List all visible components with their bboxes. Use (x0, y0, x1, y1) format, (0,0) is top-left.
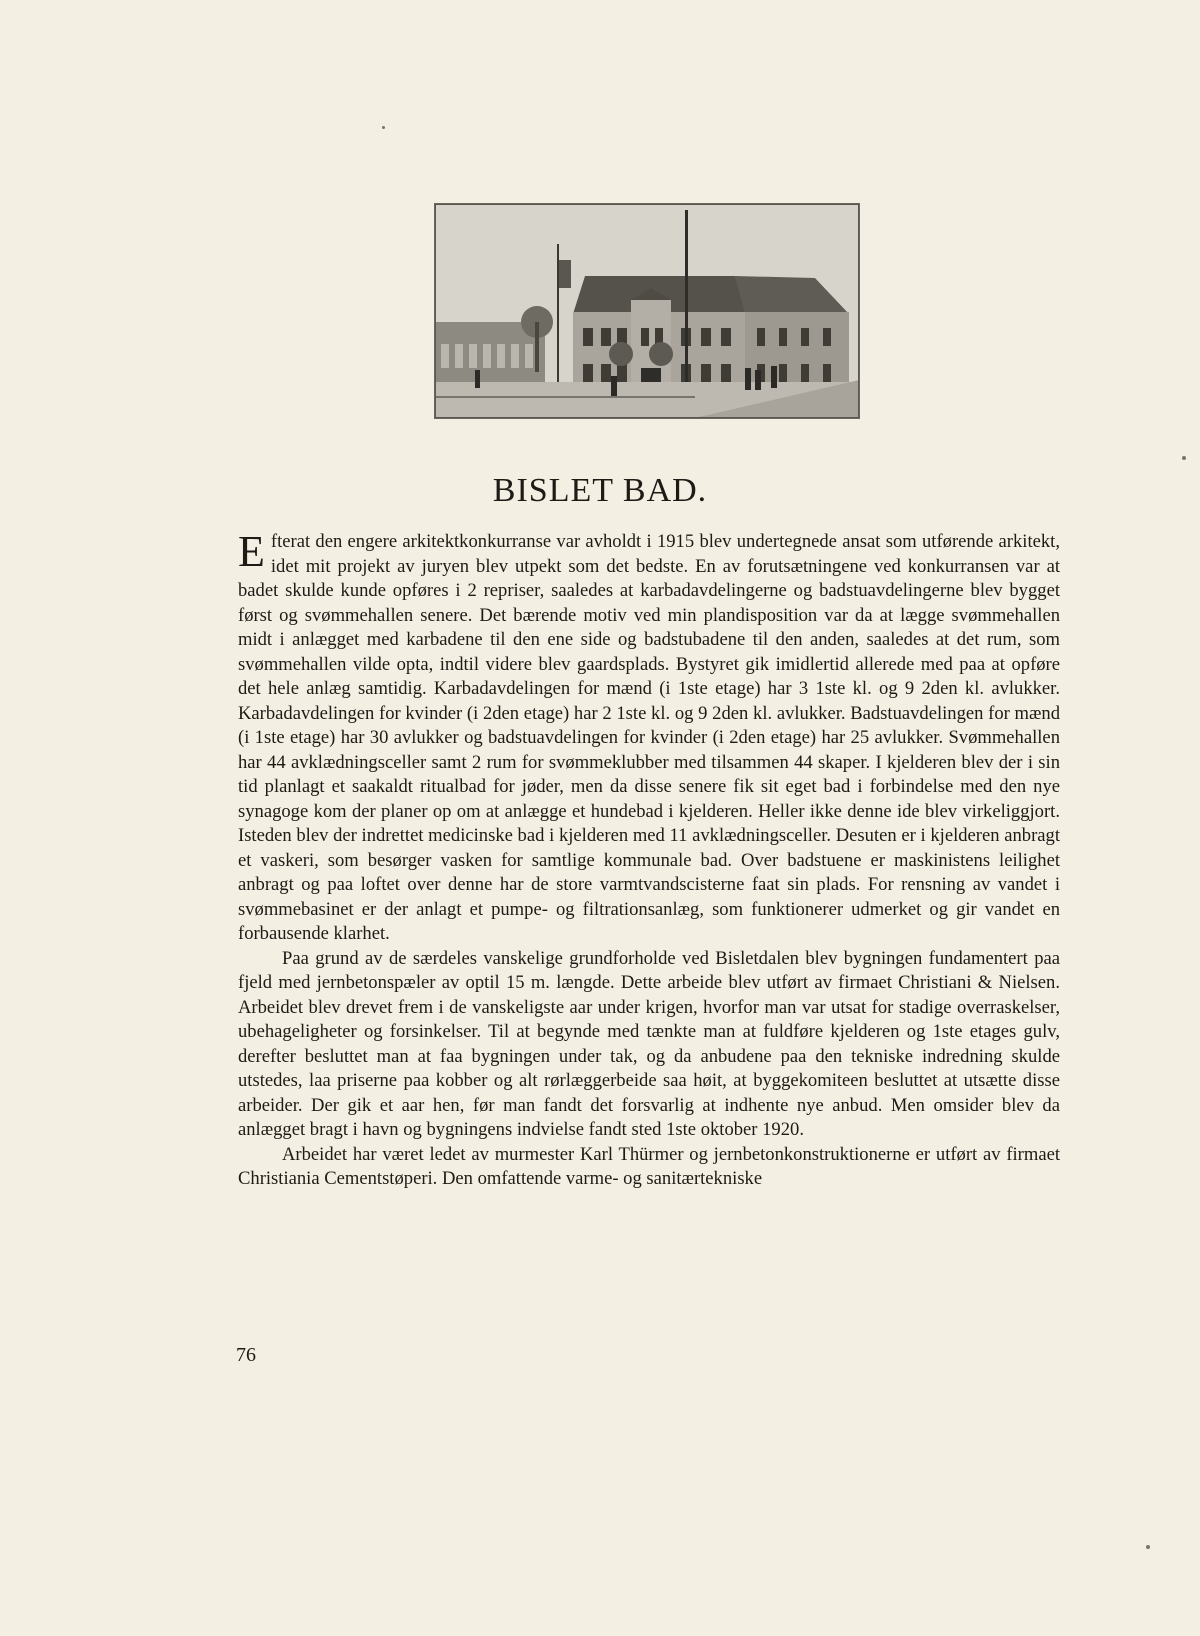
paragraph-1 (238, 527, 1060, 947)
drop-cap: E (238, 527, 265, 576)
paper-speck (1146, 1545, 1150, 1549)
paragraph-1-text: fterat den engere arkitektkonkurranse var avholdt i 1915 blev undertegnede ansat som utførende arkitekt, idet mit projekt av juryen blev utpekt som det bedste. En av forutsætningene ved konkurransen var at badet skulde kunde opføres i 2 repriser, saaledes at karbadavdelingerne og badstuavdelingerne blev bygget først og svømmehallen senere. Det bærende motiv ved min plandisposition var da at lægge svømmehallen midt i anlægget med karbadene til den ene side og badstubadene til den anden, saaledes at det rum, som svømmehallen vilde opta, indtil videre blev gaardsplads. Bystyret gik imidlertid allerede med paa at opføre det hele anlæg samtidig. Karbadavdelingen for mænd (i 1ste etage) har 3 1ste kl. og 9 2den kl. avlukker. Karbadavdelingen for kvinder (i 2den etage) har 2 1ste kl. og 9 2den kl. avlukker. Badstuavdelingen for mænd (i 1ste etage) har 30 avlukker og badstuavdelingen for kvinder (i 2den etage) har 25 avlukker. Svømmehallen har 44 avklædningsceller samt 2 rum for svømmeklubber med tilsammen 44 skaper. I kjelderen blev der i sin tid planlagt et saakaldt ritualbad for jøder, men da disse senere fik sit eget bad i forbindelse med den nye synagoge kom der planer op om at anlægge et hundebad i kjelderen. Heller ikke denne ide blev virkeliggjort. Isteden blev der indrettet medicinske bad i kjelderen med 11 avklædningsceller. Desuten er i kjelderen anbragt et vaskeri, som besørger vasken for samtlige kommunale bad. Over badstuene er maskinistens leilighet anbragt og paa loftet over denne har de store varmtvandscisterne faat sin plads. For rensning av vandet i svømmebasinet er der anlagt et pumpe- og filtrationsanlæg, som funktionerer udmerket og gir vandet en forbausende klarhet. (238, 531, 1060, 944)
paper-speck (1182, 456, 1186, 460)
page-title: BISLET BAD. (492, 472, 708, 509)
paragraph-3: Arbeidet har været ledet av murmester Karl Thürmer og jernbetonkonstruktionerne er utført av firmaet Christiania Cementstøperi. Den omfattende varme- og sanitærtekniske (238, 1143, 1060, 1189)
article-body (238, 527, 1060, 1192)
photo-illustration (435, 204, 859, 418)
paper-speck (382, 126, 385, 129)
building-photograph (434, 203, 860, 419)
page-number: 76 (236, 1344, 256, 1366)
paragraph-2: Paa grund av de særdeles vanskelige grundforholde ved Bisletdalen blev bygningen fundamentert paa fjeld med jernbetonspæler av optil 15 m. længde. Dette arbeide blev utført av firmaet Christiani & Nielsen. Arbeidet blev drevet frem i de vanskeligste aar under krigen, hvorfor man var utsat for stadige overraskelser, ubehageligheter og forsinkelser. Til at begynde med tænkte man at fuldføre kjelderen og 1ste etages gulv, derefter besluttet man at faa bygningen under tak, og da anbudene paa den tekniske indredning skulde utstedes, laa priserne paa kobber og alt rørlæggerbeide saa høit, at byggekomiteen besluttet at utsætte disse arbeider. Der gik et aar hen, før man fandt det forsvarlig at indhente nye anbud. Men omsider blev da anlægget bragt i havn og bygningens indvielse fandt sted 1ste oktober 1920. (238, 947, 1060, 1140)
